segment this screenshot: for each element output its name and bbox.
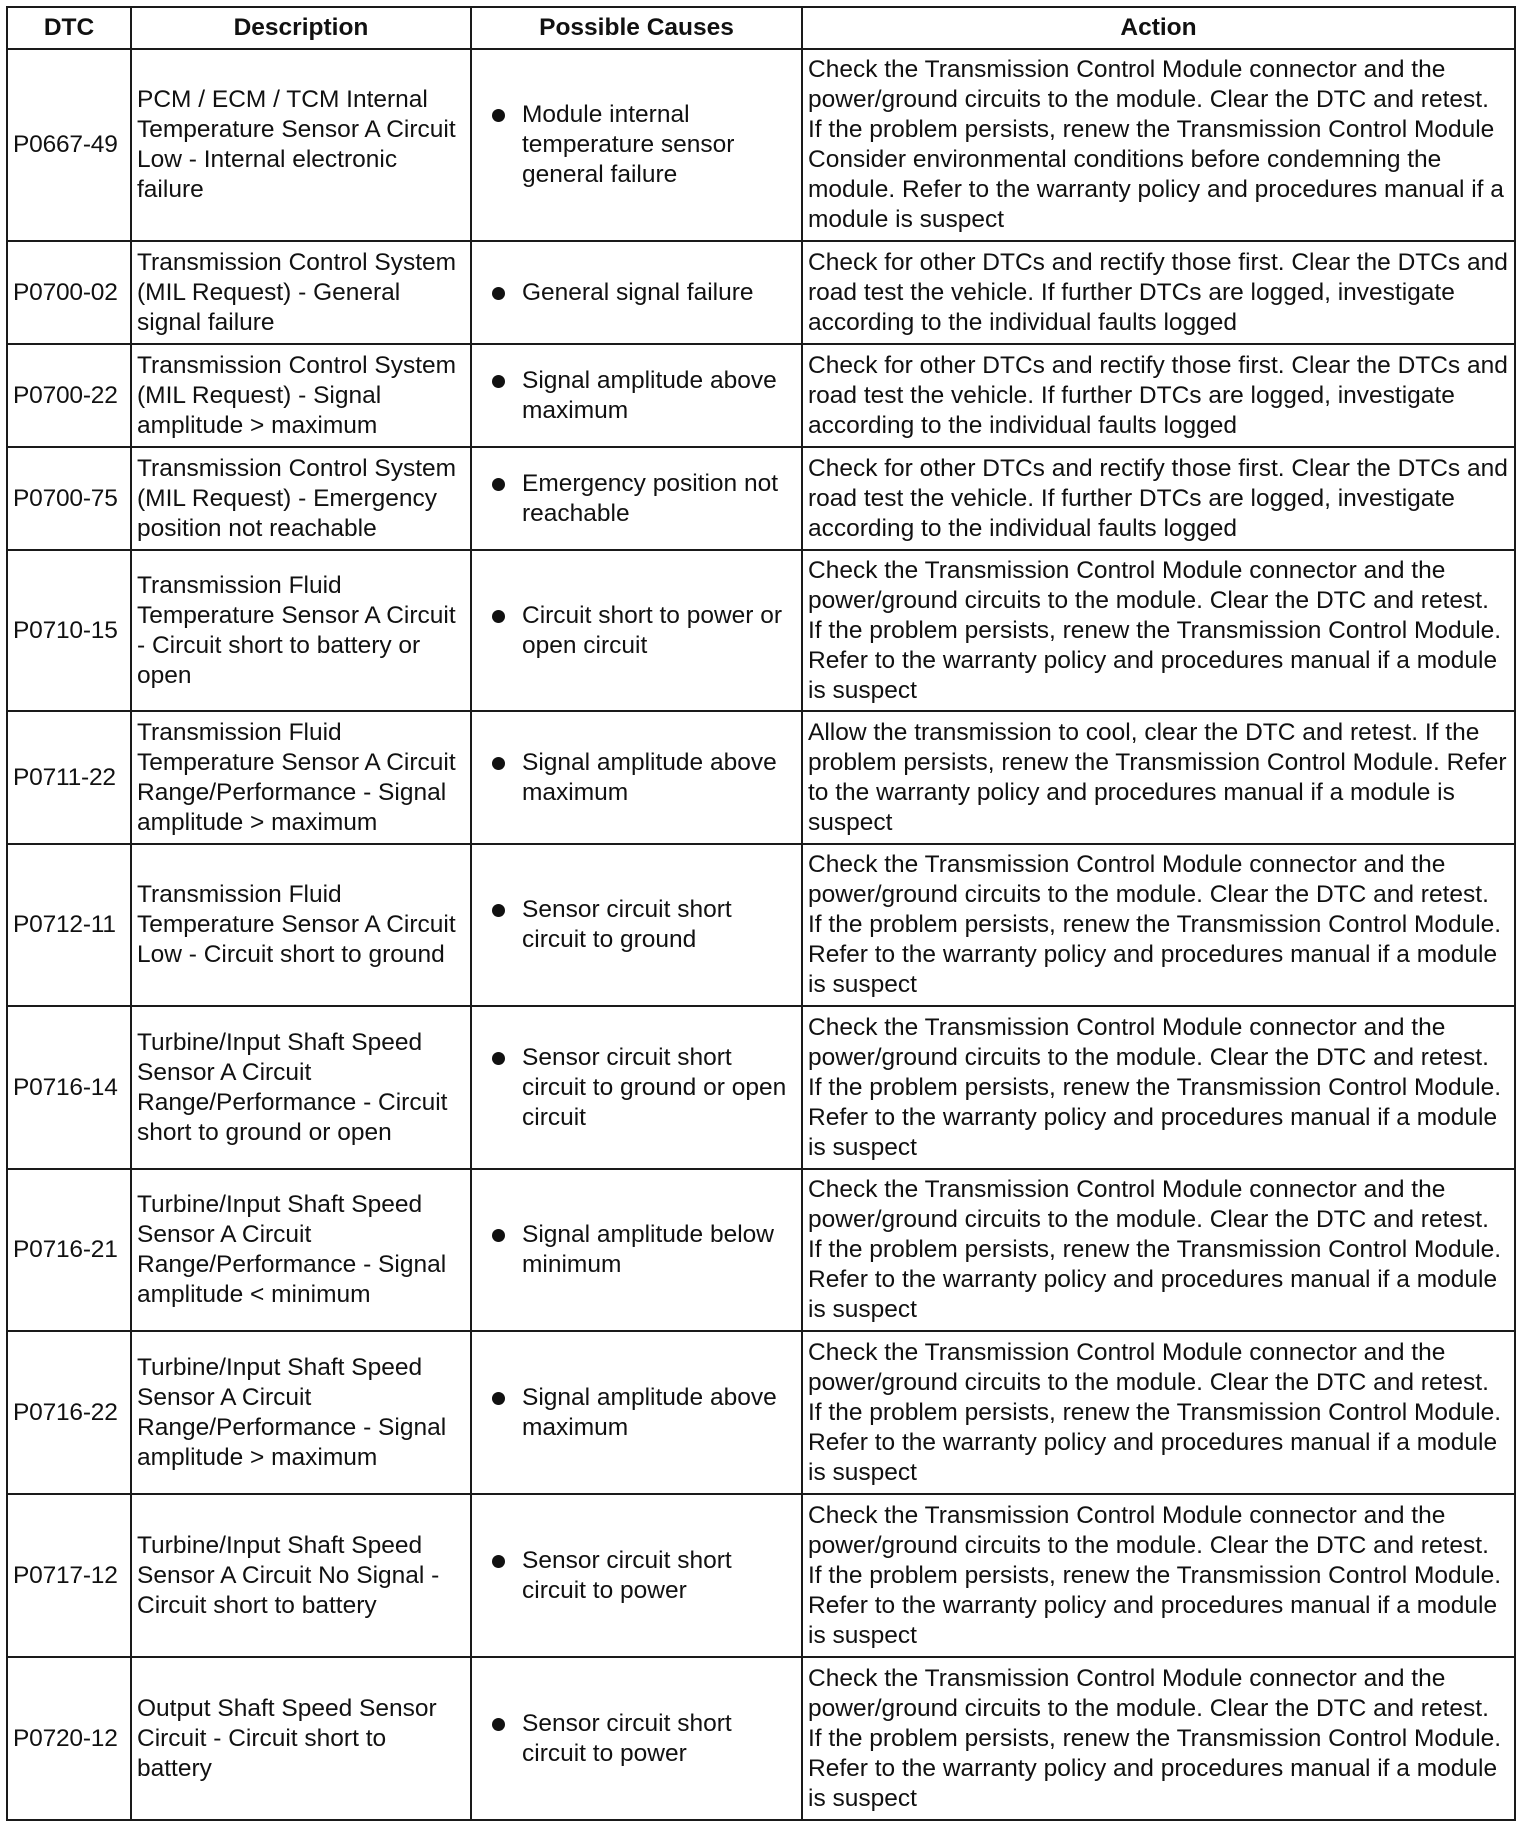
bullet-icon: [492, 1229, 505, 1242]
possible-cause: Emergency position not reachable: [522, 469, 779, 527]
dtc-action: Check for other DTCs and rectify those first. Clear the DTCs and road test the vehicle. If further DTCs are logged, investigate according to the individual faults logged: [802, 447, 1515, 550]
dtc-description: PCM / ECM / TCM Internal Temperature Sensor A Circuit Low - Internal electronic failure: [131, 49, 471, 241]
dtc-action: Check the Transmission Control Module connector and the power/ground circuits to the module. Clear the DTC and retest. If the problem persists, renew the Transmission Control Module Consider environmental conditions before condemning the module. Refer to the warranty policy and procedures manual if a module is suspect: [802, 49, 1515, 241]
possible-cause: Circuit short to power or open circuit: [522, 601, 783, 659]
dtc-description: Transmission Fluid Temperature Sensor A Circuit Low - Circuit short to ground: [131, 844, 471, 1006]
possible-causes-cell: [471, 1331, 802, 1494]
table-header-row: [7, 7, 1515, 49]
possible-cause: Module internal temperature sensor general failure: [522, 101, 735, 188]
document-page: [6, 6, 1514, 1818]
dtc-code: P0700-02: [7, 241, 131, 344]
dtc-action: Check the Transmission Control Module connector and the power/ground circuits to the module. Clear the DTC and retest. If the problem persists, renew the Transmission Control Module. Refer to the warranty policy and procedures manual if a module is suspect: [802, 1169, 1515, 1331]
table-row: [7, 1331, 1515, 1494]
dtc-description: Output Shaft Speed Sensor Circuit - Circuit short to battery: [131, 1657, 471, 1820]
table-row: [7, 1006, 1515, 1169]
possible-causes-cell: [471, 49, 802, 241]
dtc-description: Transmission Control System (MIL Request) - Signal amplitude > maximum: [131, 344, 471, 447]
table-row: [7, 344, 1515, 447]
possible-causes-cell: [471, 550, 802, 711]
dtc-description: Turbine/Input Shaft Speed Sensor A Circuit Range/Performance - Signal amplitude < minimum: [131, 1169, 471, 1331]
dtc-action: Check the Transmission Control Module connector and the power/ground circuits to the module. Clear the DTC and retest. If the problem persists, renew the Transmission Control Module. Refer to the warranty policy and procedures manual if a module is suspect: [802, 1657, 1515, 1820]
possible-cause: Sensor circuit short circuit to ground: [522, 896, 732, 953]
bullet-icon: [492, 1718, 505, 1731]
table-row: [7, 711, 1515, 844]
dtc-description: Turbine/Input Shaft Speed Sensor A Circuit Range/Performance - Signal amplitude > maximum: [131, 1331, 471, 1494]
dtc-code: P0700-75: [7, 447, 131, 550]
dtc-action: Check the Transmission Control Module connector and the power/ground circuits to the module. Clear the DTC and retest. If the problem persists, renew the Transmission Control Module. Refer to the warranty policy and procedures manual if a module is suspect: [802, 550, 1515, 711]
possible-causes-cell: [471, 344, 802, 447]
dtc-action: Check the Transmission Control Module connector and the power/ground circuits to the module. Clear the DTC and retest. If the problem persists, renew the Transmission Control Module. Refer to the warranty policy and procedures manual if a module is suspect: [802, 1006, 1515, 1169]
dtc-code: P0717-12: [7, 1494, 131, 1657]
possible-causes-cell: [471, 447, 802, 550]
possible-cause: Signal amplitude above maximum: [522, 366, 777, 424]
possible-cause: Sensor circuit short circuit to power: [522, 1546, 732, 1604]
bullet-icon: [492, 478, 505, 491]
dtc-table: [6, 6, 1516, 1821]
dtc-code: P0716-22: [7, 1331, 131, 1494]
possible-causes-cell: [471, 241, 802, 344]
table-row: [7, 49, 1515, 241]
table-row: [7, 844, 1515, 1006]
bullet-icon: [492, 375, 505, 388]
dtc-code: P0720-12: [7, 1657, 131, 1820]
possible-cause: General signal failure: [522, 278, 754, 306]
dtc-code: P0667-49: [7, 49, 131, 241]
table-row: [7, 550, 1515, 711]
header-possible-causes: Possible Causes: [471, 7, 802, 49]
bullet-icon: [492, 1052, 505, 1065]
dtc-action: Check for other DTCs and rectify those first. Clear the DTCs and road test the vehicle. If further DTCs are logged, investigate according to the individual faults logged: [802, 344, 1515, 447]
bullet-icon: [492, 109, 505, 122]
dtc-action: Check the Transmission Control Module connector and the power/ground circuits to the module. Clear the DTC and retest. If the problem persists, renew the Transmission Control Module. Refer to the warranty policy and procedures manual if a module is suspect: [802, 1331, 1515, 1494]
header-description: Description: [131, 7, 471, 49]
dtc-code: P0716-21: [7, 1169, 131, 1331]
dtc-code: P0716-14: [7, 1006, 131, 1169]
dtc-description: Transmission Control System (MIL Request) - Emergency position not reachable: [131, 447, 471, 550]
dtc-description: Transmission Fluid Temperature Sensor A Circuit Range/Performance - Signal amplitude > maximum: [131, 711, 471, 844]
dtc-description: Turbine/Input Shaft Speed Sensor A Circuit Range/Performance - Circuit short to ground or open: [131, 1006, 471, 1169]
dtc-description: Transmission Control System (MIL Request) - General signal failure: [131, 241, 471, 344]
bullet-icon: [492, 757, 505, 770]
table-row: [7, 241, 1515, 344]
dtc-code: P0711-22: [7, 711, 131, 844]
table-row: [7, 1494, 1515, 1657]
header-dtc: DTC: [7, 7, 131, 49]
possible-cause: Sensor circuit short circuit to ground or open circuit: [522, 1043, 787, 1131]
possible-cause: Sensor circuit short circuit to power: [522, 1709, 732, 1767]
possible-causes-cell: [471, 711, 802, 844]
dtc-action: Allow the transmission to cool, clear the DTC and retest. If the problem persists, renew the Transmission Control Module. Refer to the warranty policy and procedures manual if a module is suspect: [802, 711, 1515, 844]
bullet-icon: [492, 1392, 505, 1405]
possible-cause: Signal amplitude above maximum: [522, 748, 777, 806]
possible-causes-cell: [471, 1657, 802, 1820]
table-row: [7, 1169, 1515, 1331]
table-row: [7, 447, 1515, 550]
dtc-code: P0710-15: [7, 550, 131, 711]
possible-causes-cell: [471, 844, 802, 1006]
dtc-description: Turbine/Input Shaft Speed Sensor A Circuit No Signal - Circuit short to battery: [131, 1494, 471, 1657]
bullet-icon: [492, 610, 505, 623]
possible-causes-cell: [471, 1006, 802, 1169]
table-row: [7, 1657, 1515, 1820]
bullet-icon: [492, 287, 505, 300]
possible-cause: Signal amplitude above maximum: [522, 1383, 777, 1441]
bullet-icon: [492, 904, 505, 917]
possible-causes-cell: [471, 1494, 802, 1657]
header-action: Action: [802, 7, 1515, 49]
dtc-action: Check the Transmission Control Module connector and the power/ground circuits to the module. Clear the DTC and retest. If the problem persists, renew the Transmission Control Module. Refer to the warranty policy and procedures manual if a module is suspect: [802, 844, 1515, 1006]
dtc-code: P0712-11: [7, 844, 131, 1006]
possible-causes-cell: [471, 1169, 802, 1331]
dtc-code: P0700-22: [7, 344, 131, 447]
dtc-action: Check the Transmission Control Module connector and the power/ground circuits to the module. Clear the DTC and retest. If the problem persists, renew the Transmission Control Module. Refer to the warranty policy and procedures manual if a module is suspect: [802, 1494, 1515, 1657]
dtc-action: Check for other DTCs and rectify those first. Clear the DTCs and road test the vehicle. If further DTCs are logged, investigate according to the individual faults logged: [802, 241, 1515, 344]
bullet-icon: [492, 1555, 505, 1568]
possible-cause: Signal amplitude below minimum: [522, 1221, 774, 1278]
dtc-description: Transmission Fluid Temperature Sensor A Circuit - Circuit short to battery or open: [131, 550, 471, 711]
